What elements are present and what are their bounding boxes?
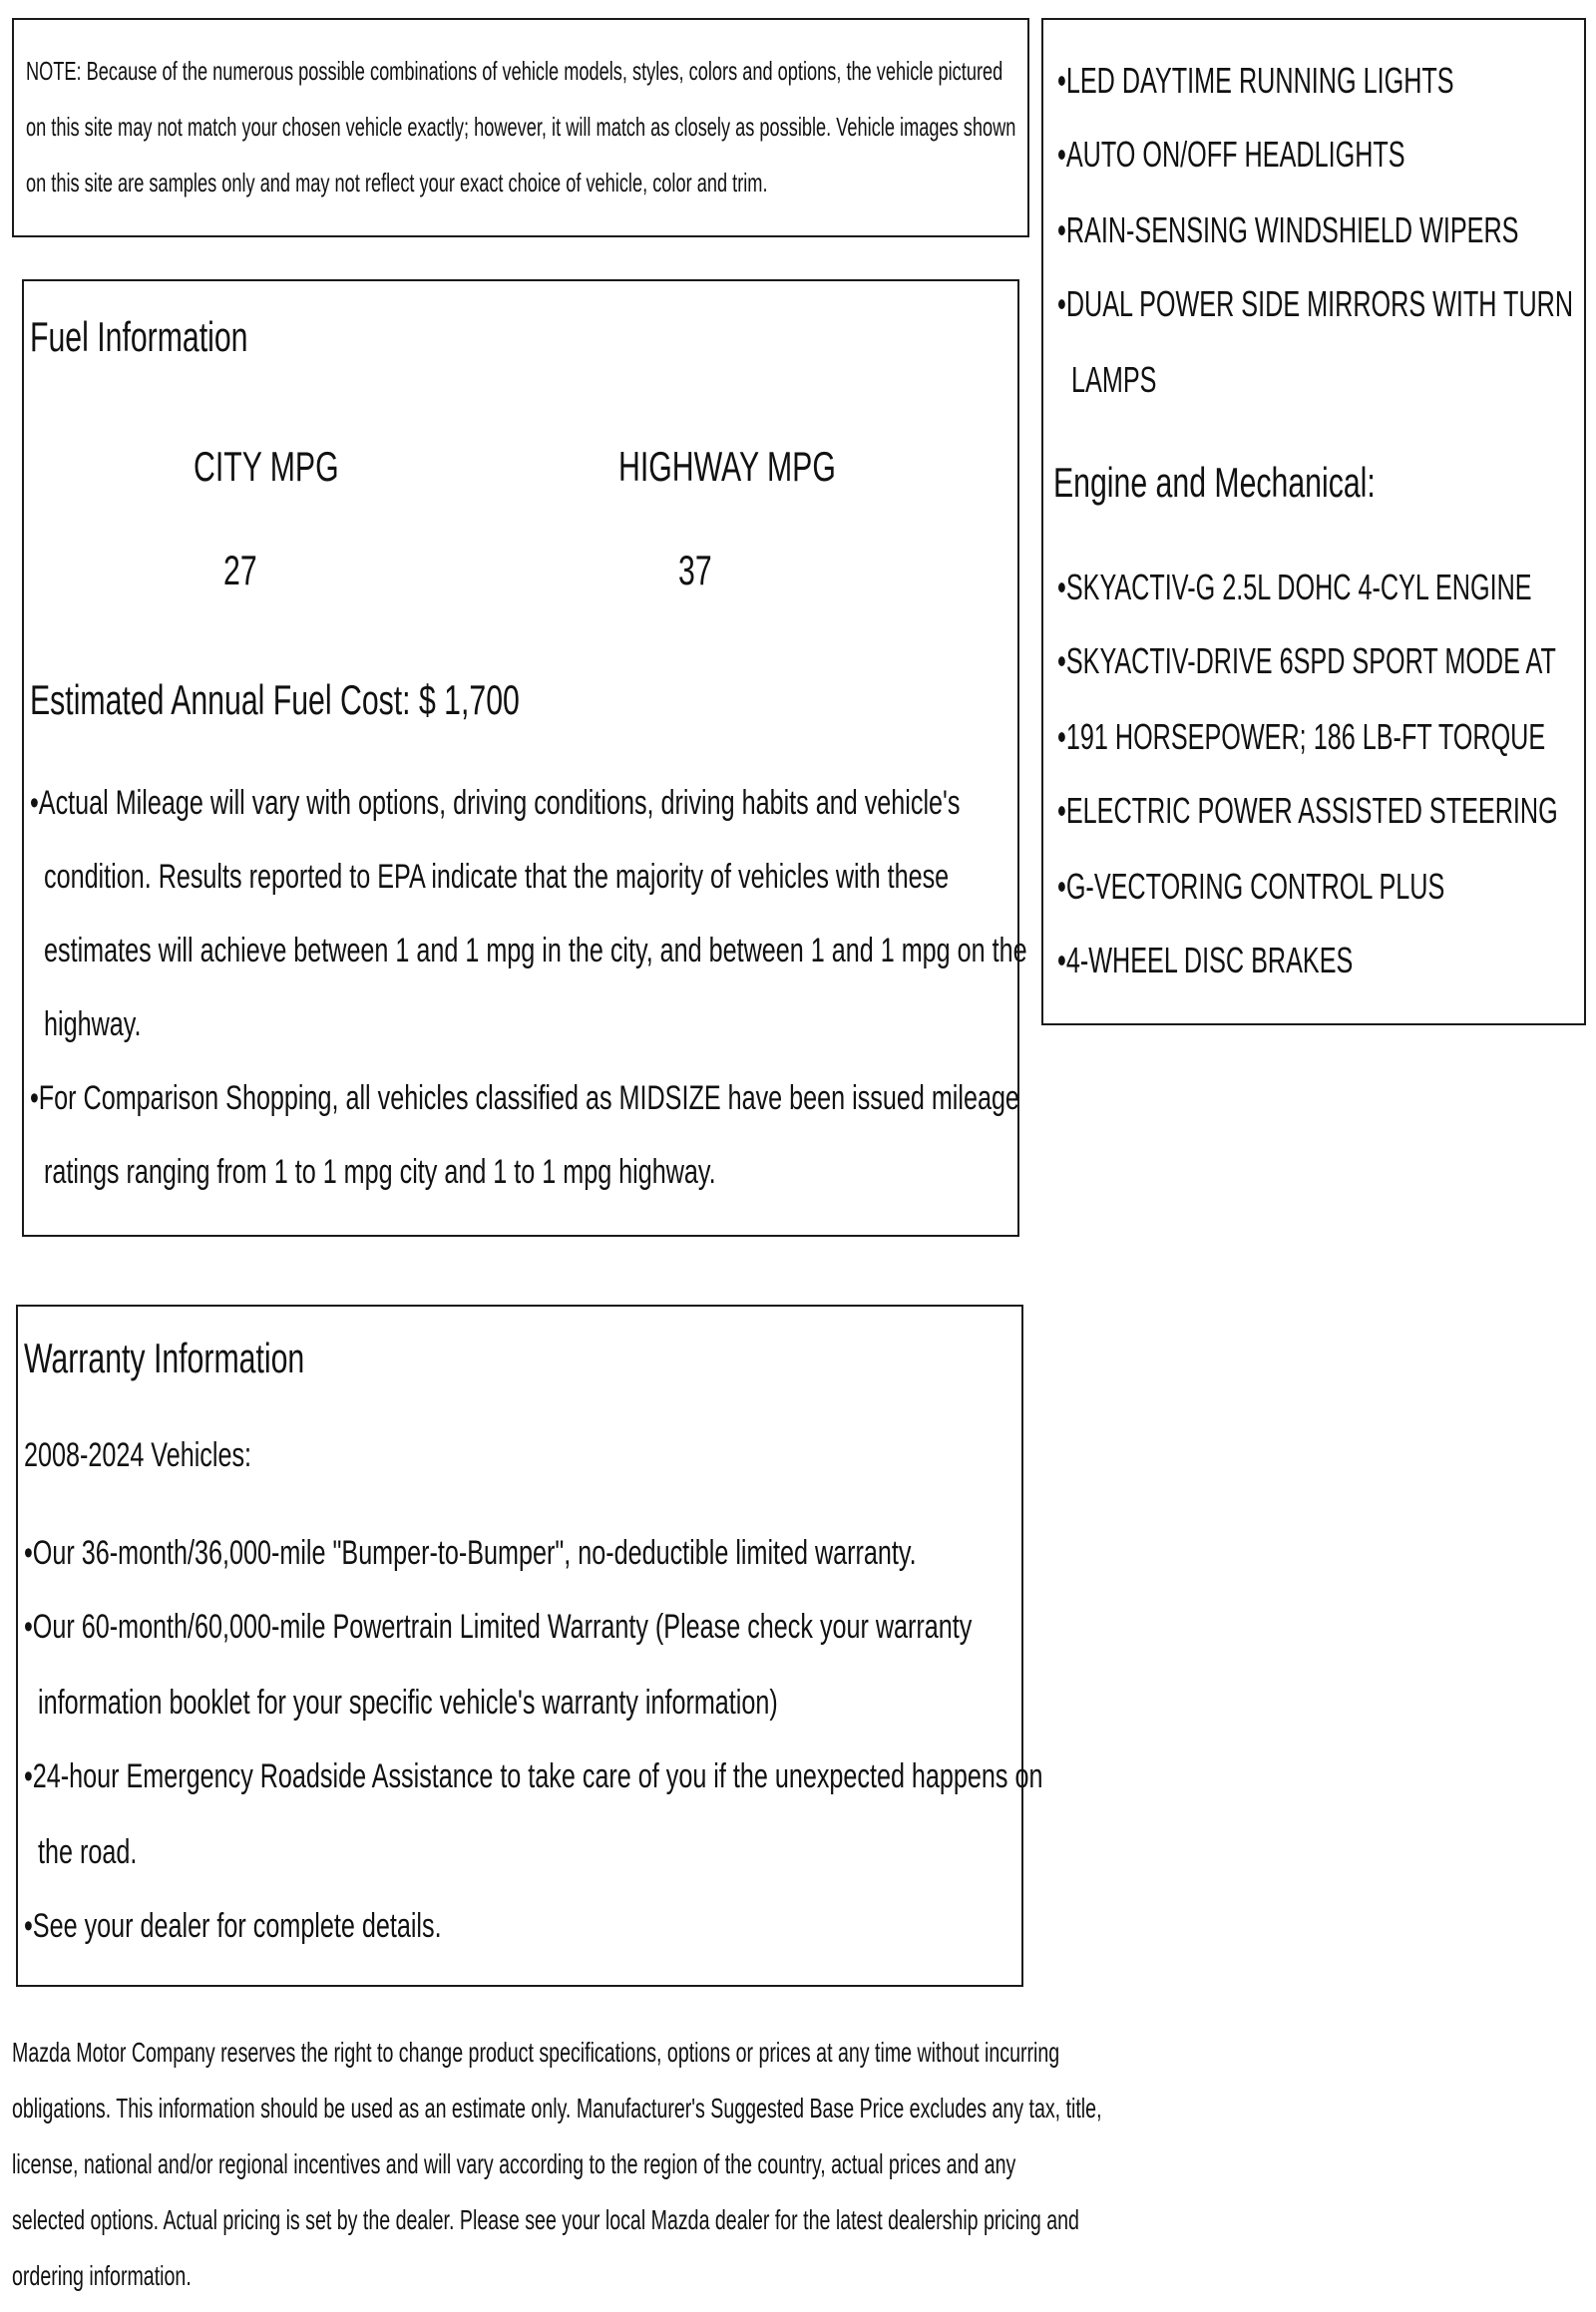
disclaimer-line: selected options. Actual pricing is set by the dealer. Please see your local Mazda dealer for the latest dealership pricing and [12,2204,1079,2235]
estimated-annual-fuel-cost: Estimated Annual Fuel Cost: $ 1,700 [30,676,520,723]
engine-item: •SKYACTIV-G 2.5L DOHC 4-CYL ENGINE [1057,567,1532,607]
fuel-bullet-mileage-line: highway. [44,1005,142,1043]
fuel-information-box [22,279,1027,1237]
disclaimer-line: license, national and/or regional incentives and will vary according to the region of the country, actual prices and any [12,2148,1016,2179]
fuel-title: Fuel Information [30,313,248,360]
features-box [1041,18,1586,1025]
engine-item: •4-WHEEL DISC BRAKES [1057,940,1354,980]
feature-item-continued: LAMPS [1071,359,1157,400]
feature-item: •DUAL POWER SIDE MIRRORS WITH TURN [1057,283,1574,324]
city-mpg-value: 27 [223,547,257,593]
feature-item: •LED DAYTIME RUNNING LIGHTS [1057,60,1454,101]
fuel-bullet-mileage-line: condition. Results reported to EPA indicate that the majority of vehicles with these [44,858,950,896]
warranty-line: •See your dealer for complete details. [24,1907,442,1945]
disclaimer-line: obligations. This information should be used as an estimate only. Manufacturer's Suggested Base Price excludes any tax, title, [12,2093,1102,2123]
engine-mechanical-title: Engine and Mechanical: [1053,459,1376,506]
warranty-line: •24-hour Emergency Roadside Assistance to take care of you if the unexpected happens on [24,1757,1043,1795]
city-mpg-label: CITY MPG [194,443,339,490]
feature-item: •RAIN-SENSING WINDSHIELD WIPERS [1057,209,1519,250]
fuel-bullet-mileage-line: estimates will achieve between 1 and 1 mpg in the city, and between 1 and 1 mpg on the [44,932,1027,969]
highway-mpg-label: HIGHWAY MPG [618,443,836,490]
engine-item: •G-VECTORING CONTROL PLUS [1057,866,1445,907]
warranty-line: the road. [38,1833,138,1871]
disclaimer-line: Mazda Motor Company reserves the right to change product specifications, options or prices at any time without incurring [12,2037,1060,2068]
fuel-bullet-comparison-line: •For Comparison Shopping, all vehicles classified as MIDSIZE have been issued mileage [30,1079,1019,1117]
engine-item: •SKYACTIV-DRIVE 6SPD SPORT MODE AT [1057,640,1556,681]
fuel-bullet-mileage-line: •Actual Mileage will vary with options, driving conditions, driving habits and vehicle's [30,784,961,822]
vehicle-image-note-box [12,18,1029,237]
note-line: on this site may not match your chosen vehicle exactly; however, it will match as closely as possible. Vehicle images shown [26,112,1016,142]
fuel-bullet-comparison-line: ratings ranging from 1 to 1 mpg city and 1 to 1 mpg highway. [44,1153,716,1191]
warranty-line: •Our 36-month/36,000-mile "Bumper-to-Bumper", no-deductible limited warranty. [24,1534,917,1572]
engine-item: •ELECTRIC POWER ASSISTED STEERING [1057,790,1558,831]
highway-mpg-value: 37 [678,547,712,593]
warranty-title: Warranty Information [24,1335,305,1381]
warranty-line: •Our 60-month/60,000-mile Powertrain Limited Warranty (Please check your warranty [24,1608,973,1646]
engine-item: •191 HORSEPOWER; 186 LB-FT TORQUE [1057,716,1546,757]
note-line: on this site are samples only and may not reflect your exact choice of vehicle, color and trim. [26,168,768,197]
feature-item: •AUTO ON/OFF HEADLIGHTS [1057,134,1405,175]
disclaimer-line: ordering information. [12,2260,192,2291]
warranty-subtitle: 2008-2024 Vehicles: [24,1436,252,1474]
note-line: NOTE: Because of the numerous possible combinations of vehicle models, styles, colors and options, the vehicle pictured [26,56,1003,86]
warranty-line: information booklet for your specific vehicle's warranty information) [38,1684,778,1722]
warranty-information-box [16,1305,1043,1987]
